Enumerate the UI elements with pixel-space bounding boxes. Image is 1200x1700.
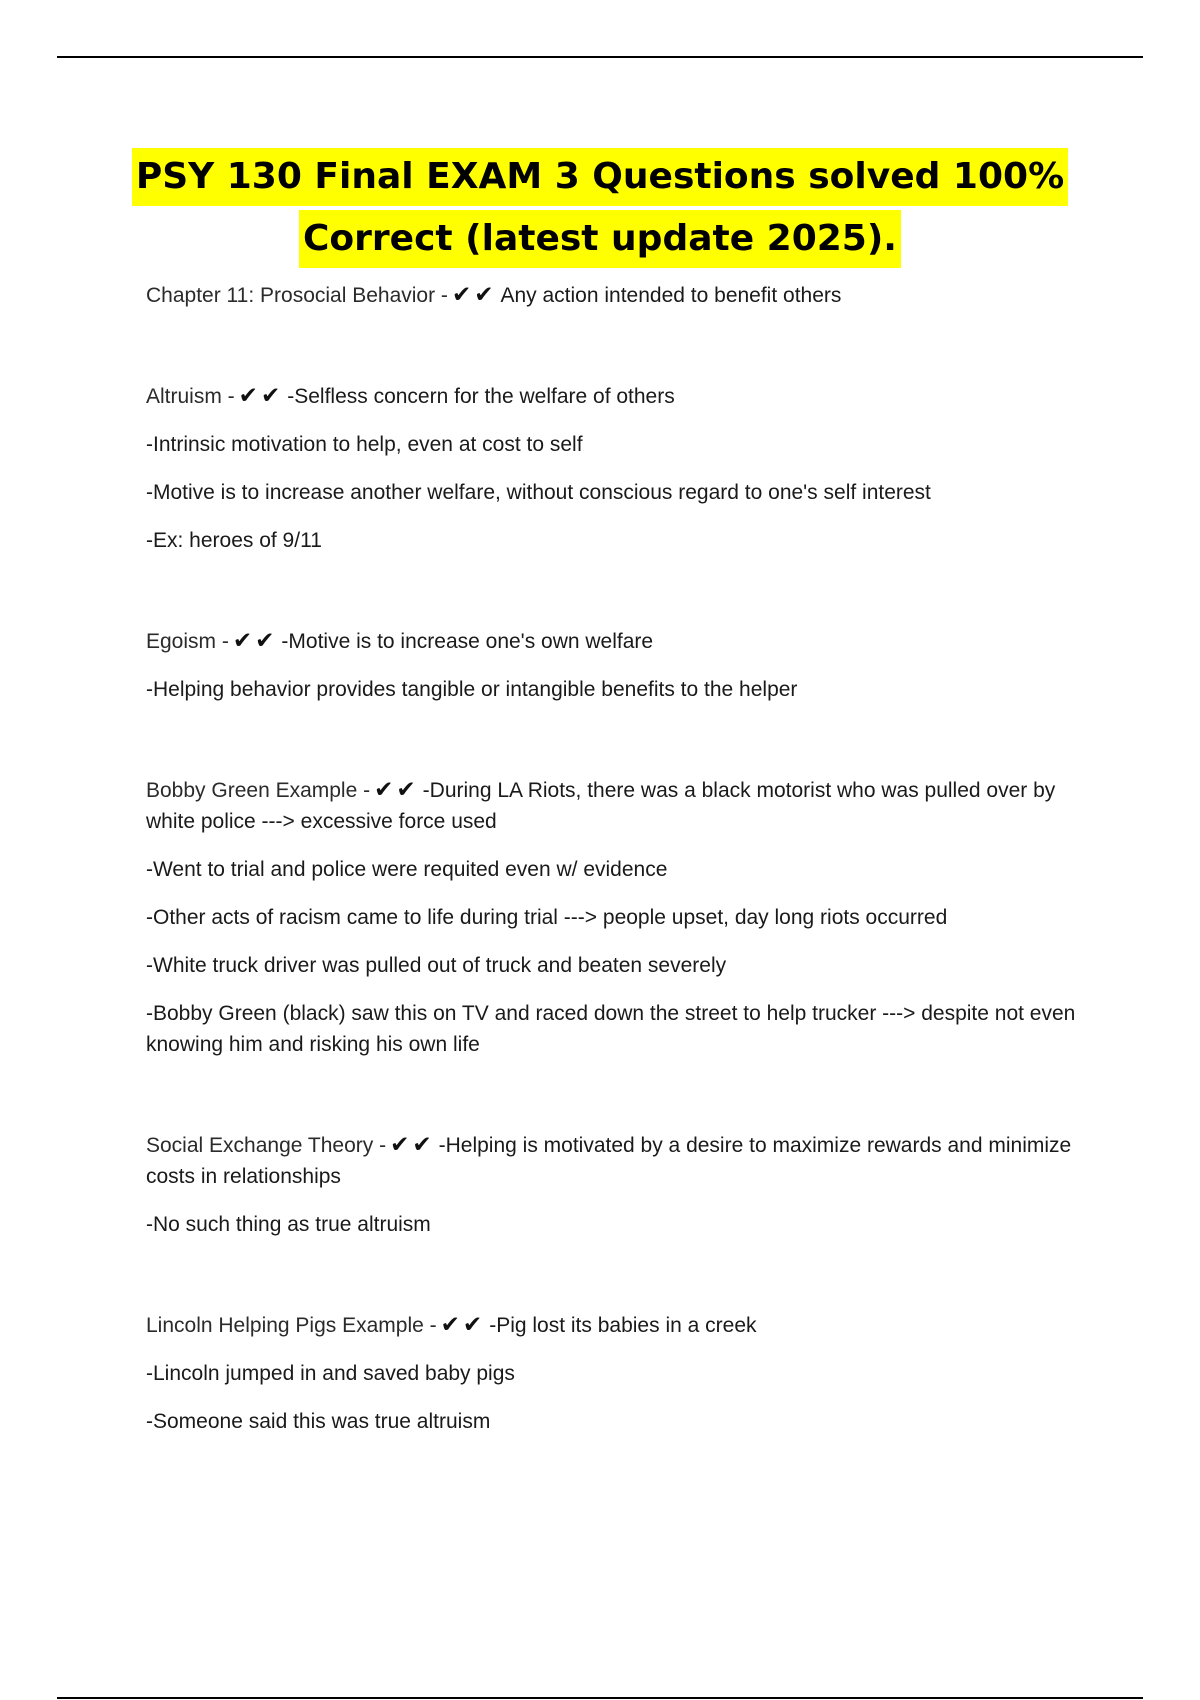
entry-line: -Intrinsic motivation to help, even at cost to self — [146, 433, 583, 456]
double-checkmark-icon: ✔✔ — [440, 1312, 486, 1338]
entry-first-line — [146, 1310, 1096, 1341]
title-line-2: Correct (latest update 2025). — [299, 210, 901, 268]
double-checkmark-icon: ✔✔ — [390, 1132, 435, 1158]
entry-term: Altruism - — [146, 385, 235, 408]
entry-first-line — [146, 280, 1096, 311]
entry-term: Chapter 11: Prosocial Behavior - — [146, 284, 448, 307]
entry-first-line — [146, 775, 1096, 837]
entry-line: -Someone said this was true altruism — [146, 1410, 491, 1433]
double-checkmark-icon: ✔✔ — [374, 777, 419, 803]
entry-first-line — [146, 381, 1096, 412]
entry-term: Bobby Green Example - — [146, 779, 371, 802]
entry-line: -Lincoln jumped in and saved baby pigs — [146, 1362, 515, 1385]
entry-line: -Other acts of racism came to life during trial ---> people upset, day long riots occurred — [146, 906, 948, 929]
double-checkmark-icon: ✔✔ — [238, 383, 284, 409]
title-line-1: PSY 130 Final EXAM 3 Questions solved 100% — [132, 148, 1068, 206]
double-checkmark-icon: ✔✔ — [451, 282, 497, 308]
entry-definition: -Pig lost its babies in a creek — [489, 1314, 757, 1337]
entry-definition: -Helping is motivated by a desire to maximize rewards and minimize costs in relationships — [146, 1134, 1072, 1188]
entry-term: Lincoln Helping Pigs Example - — [146, 1314, 437, 1337]
entry-prosocial-behavior — [146, 280, 1096, 311]
entry-first-line — [146, 626, 1096, 657]
entry-line: -Motive is to increase another welfare, without conscious regard to one's self interest — [146, 481, 931, 504]
entry-social-exchange-theory — [146, 1130, 1096, 1240]
entry-definition: -Selfless concern for the welfare of others — [287, 385, 675, 408]
entry-line: -Went to trial and police were requited even w/ evidence — [146, 858, 668, 881]
entry-line: -Ex: heroes of 9/11 — [146, 529, 322, 552]
entry-definition: -Motive is to increase one's own welfare — [281, 630, 654, 653]
double-checkmark-icon: ✔✔ — [232, 628, 278, 654]
entry-line: -Bobby Green (black) saw this on TV and raced down the street to help trucker ---> despite not even knowing him and risking his own life — [146, 1002, 1076, 1056]
entry-line: -Helping behavior provides tangible or intangible benefits to the helper — [146, 678, 798, 701]
entry-line: -No such thing as true altruism — [146, 1213, 431, 1236]
entry-egoism — [146, 626, 1096, 705]
entry-first-line — [146, 1130, 1096, 1192]
bottom-rule — [57, 1697, 1143, 1699]
entry-definition: Any action intended to benefit others — [500, 284, 842, 307]
entry-definition: -During LA Riots, there was a black motorist who was pulled over by white police ---> excessive force used — [146, 779, 1056, 833]
entry-term: Egoism - — [146, 630, 229, 653]
entry-bobby-green-example — [146, 775, 1096, 1060]
entry-lincoln-helping-pigs-example — [146, 1310, 1096, 1437]
entry-line: -White truck driver was pulled out of truck and beaten severely — [146, 954, 727, 977]
top-rule — [57, 56, 1143, 58]
document-body — [146, 280, 1096, 1437]
document-title — [0, 146, 1200, 270]
entry-altruism — [146, 381, 1096, 556]
entry-term: Social Exchange Theory - — [146, 1134, 387, 1157]
